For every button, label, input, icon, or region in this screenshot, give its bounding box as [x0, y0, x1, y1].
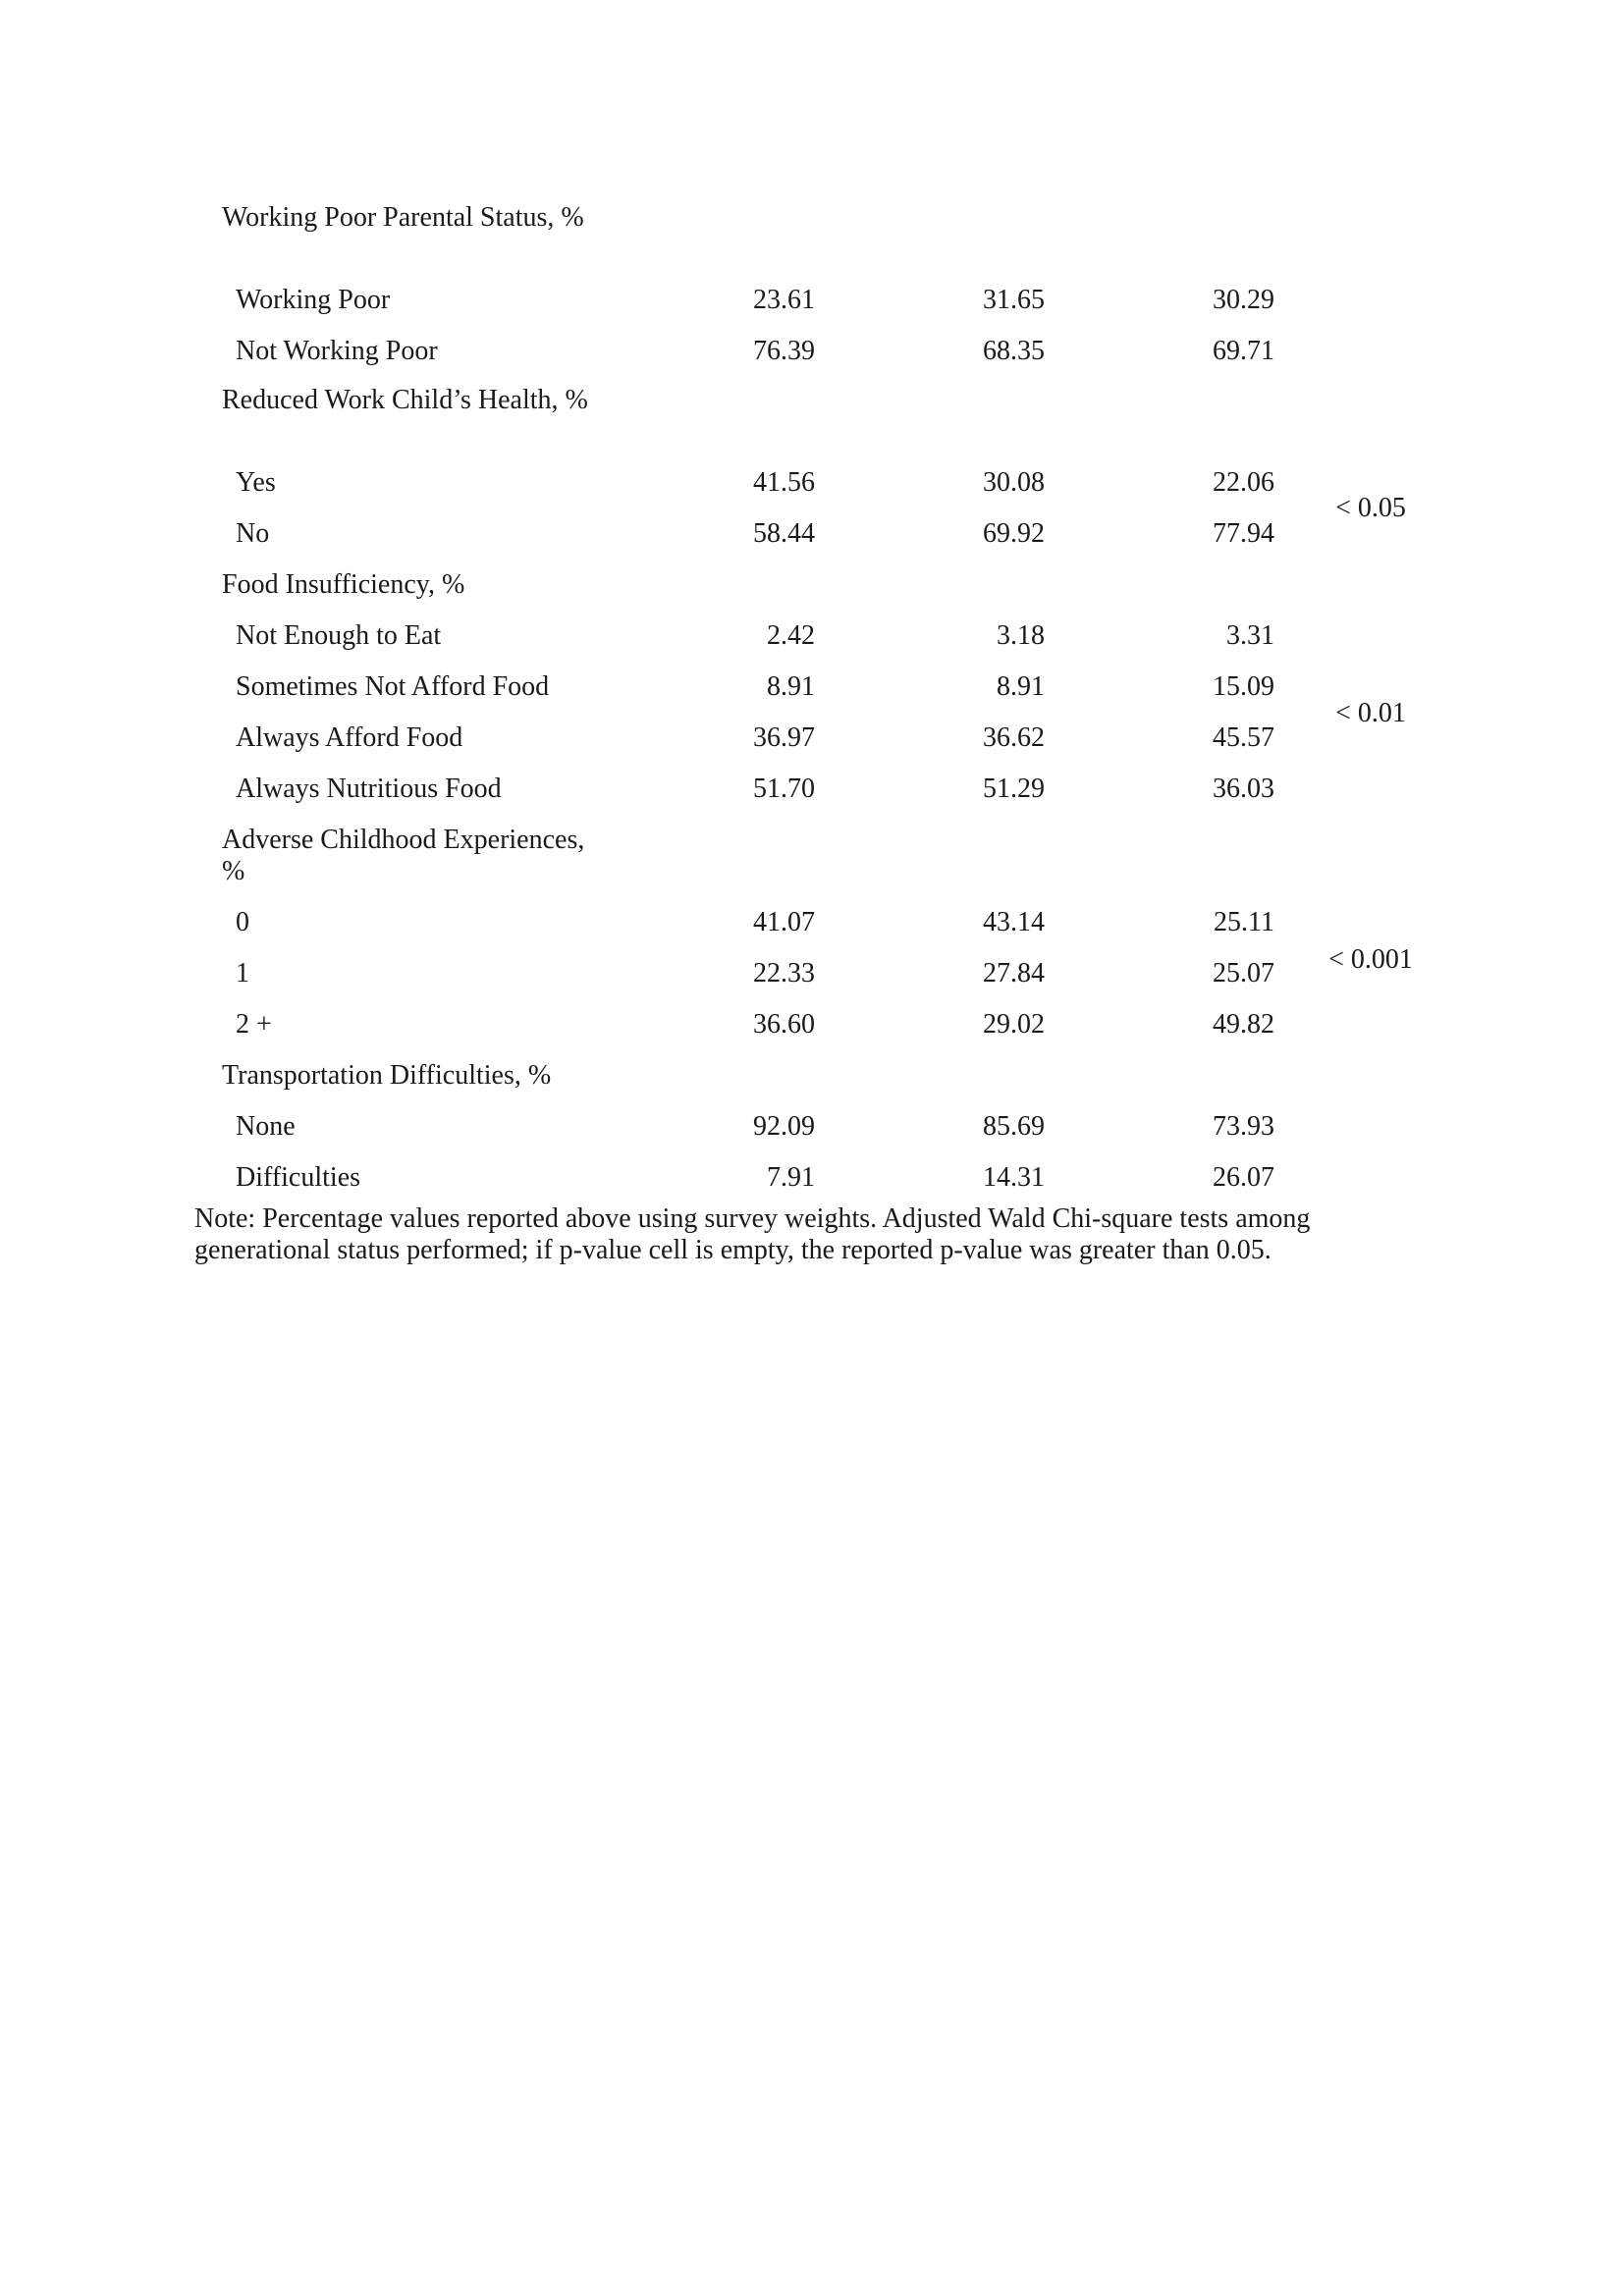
value-col-3: 36.03 [1213, 774, 1274, 804]
value-col-2: 31.65 [983, 285, 1045, 315]
value-col-1: 58.44 [753, 518, 815, 549]
p-value-food-insufficiency: < 0.01 [1335, 698, 1406, 728]
value-col-2: 85.69 [983, 1111, 1045, 1142]
value-col-2: 69.92 [983, 518, 1045, 549]
table-row [0, 1111, 1623, 1162]
section-title-adverse-childhood: Adverse Childhood Experiences, % [222, 825, 585, 886]
value-col-1: 2.42 [767, 620, 815, 651]
table-row [0, 722, 1623, 774]
value-col-2: 29.02 [983, 1009, 1045, 1040]
value-col-1: 76.39 [753, 336, 815, 366]
value-col-3: 73.93 [1213, 1111, 1274, 1142]
value-col-2: 14.31 [983, 1162, 1045, 1193]
value-col-3: 77.94 [1213, 518, 1274, 549]
row-label: Not Enough to Eat [236, 620, 442, 651]
value-col-3: 25.07 [1213, 958, 1274, 988]
table-row [0, 518, 1623, 569]
value-col-1: 92.09 [753, 1111, 815, 1142]
row-label: Always Afford Food [236, 722, 463, 753]
row-label: Not Working Poor [236, 336, 438, 366]
value-col-3: 45.57 [1213, 722, 1274, 753]
row-label: No [236, 518, 270, 549]
value-col-3: 69.71 [1213, 336, 1274, 366]
row-label: Sometimes Not Afford Food [236, 671, 550, 702]
value-col-1: 22.33 [753, 958, 815, 988]
table-row [0, 285, 1623, 336]
value-col-2: 27.84 [983, 958, 1045, 988]
table-row [0, 774, 1623, 825]
value-col-3: 30.29 [1213, 285, 1274, 315]
value-col-2: 8.91 [997, 671, 1045, 702]
section-title-transportation: Transportation Difficulties, % [222, 1060, 552, 1091]
value-col-2: 30.08 [983, 467, 1045, 498]
value-col-1: 41.07 [753, 907, 815, 937]
value-col-2: 68.35 [983, 336, 1045, 366]
row-label: Working Poor [236, 285, 391, 315]
table-row [0, 1009, 1623, 1060]
value-col-2: 51.29 [983, 774, 1045, 804]
row-label: 1 [236, 958, 249, 988]
value-col-3: 25.11 [1214, 907, 1274, 937]
section-title-working-poor: Working Poor Parental Status, % [222, 202, 584, 233]
value-col-1: 7.91 [767, 1162, 815, 1193]
value-col-1: 41.56 [753, 467, 815, 498]
row-label: 0 [236, 907, 249, 937]
row-label: Yes [236, 467, 276, 498]
value-col-2: 3.18 [997, 620, 1045, 651]
value-col-3: 22.06 [1213, 467, 1274, 498]
value-col-1: 23.61 [753, 285, 815, 315]
value-col-1: 51.70 [753, 774, 815, 804]
value-col-2: 43.14 [983, 907, 1045, 937]
table-note: Note: Percentage values reported above using survey weights. Adjusted Wald Chi-square tests among generational status performed; if p-value cell is empty, the reported p-value was greater than 0.05. [194, 1203, 1311, 1265]
value-col-1: 36.97 [753, 722, 815, 753]
section-title-reduced-work: Reduced Work Child’s Health, % [222, 385, 588, 415]
section-title-food-insufficiency: Food Insufficiency, % [222, 569, 465, 600]
value-col-3: 15.09 [1213, 671, 1274, 702]
row-label: None [236, 1111, 296, 1142]
value-col-3: 26.07 [1213, 1162, 1274, 1193]
value-col-3: 3.31 [1226, 620, 1274, 651]
row-label: Difficulties [236, 1162, 361, 1193]
p-value-adverse-childhood: < 0.001 [1328, 944, 1413, 975]
value-col-1: 8.91 [767, 671, 815, 702]
p-value-reduced-work: < 0.05 [1335, 493, 1406, 523]
value-col-2: 36.62 [983, 722, 1045, 753]
table-row [0, 336, 1623, 387]
row-label: 2 + [236, 1009, 272, 1040]
row-label: Always Nutritious Food [236, 774, 502, 804]
value-col-3: 49.82 [1213, 1009, 1274, 1040]
value-col-1: 36.60 [753, 1009, 815, 1040]
table-row [0, 620, 1623, 671]
